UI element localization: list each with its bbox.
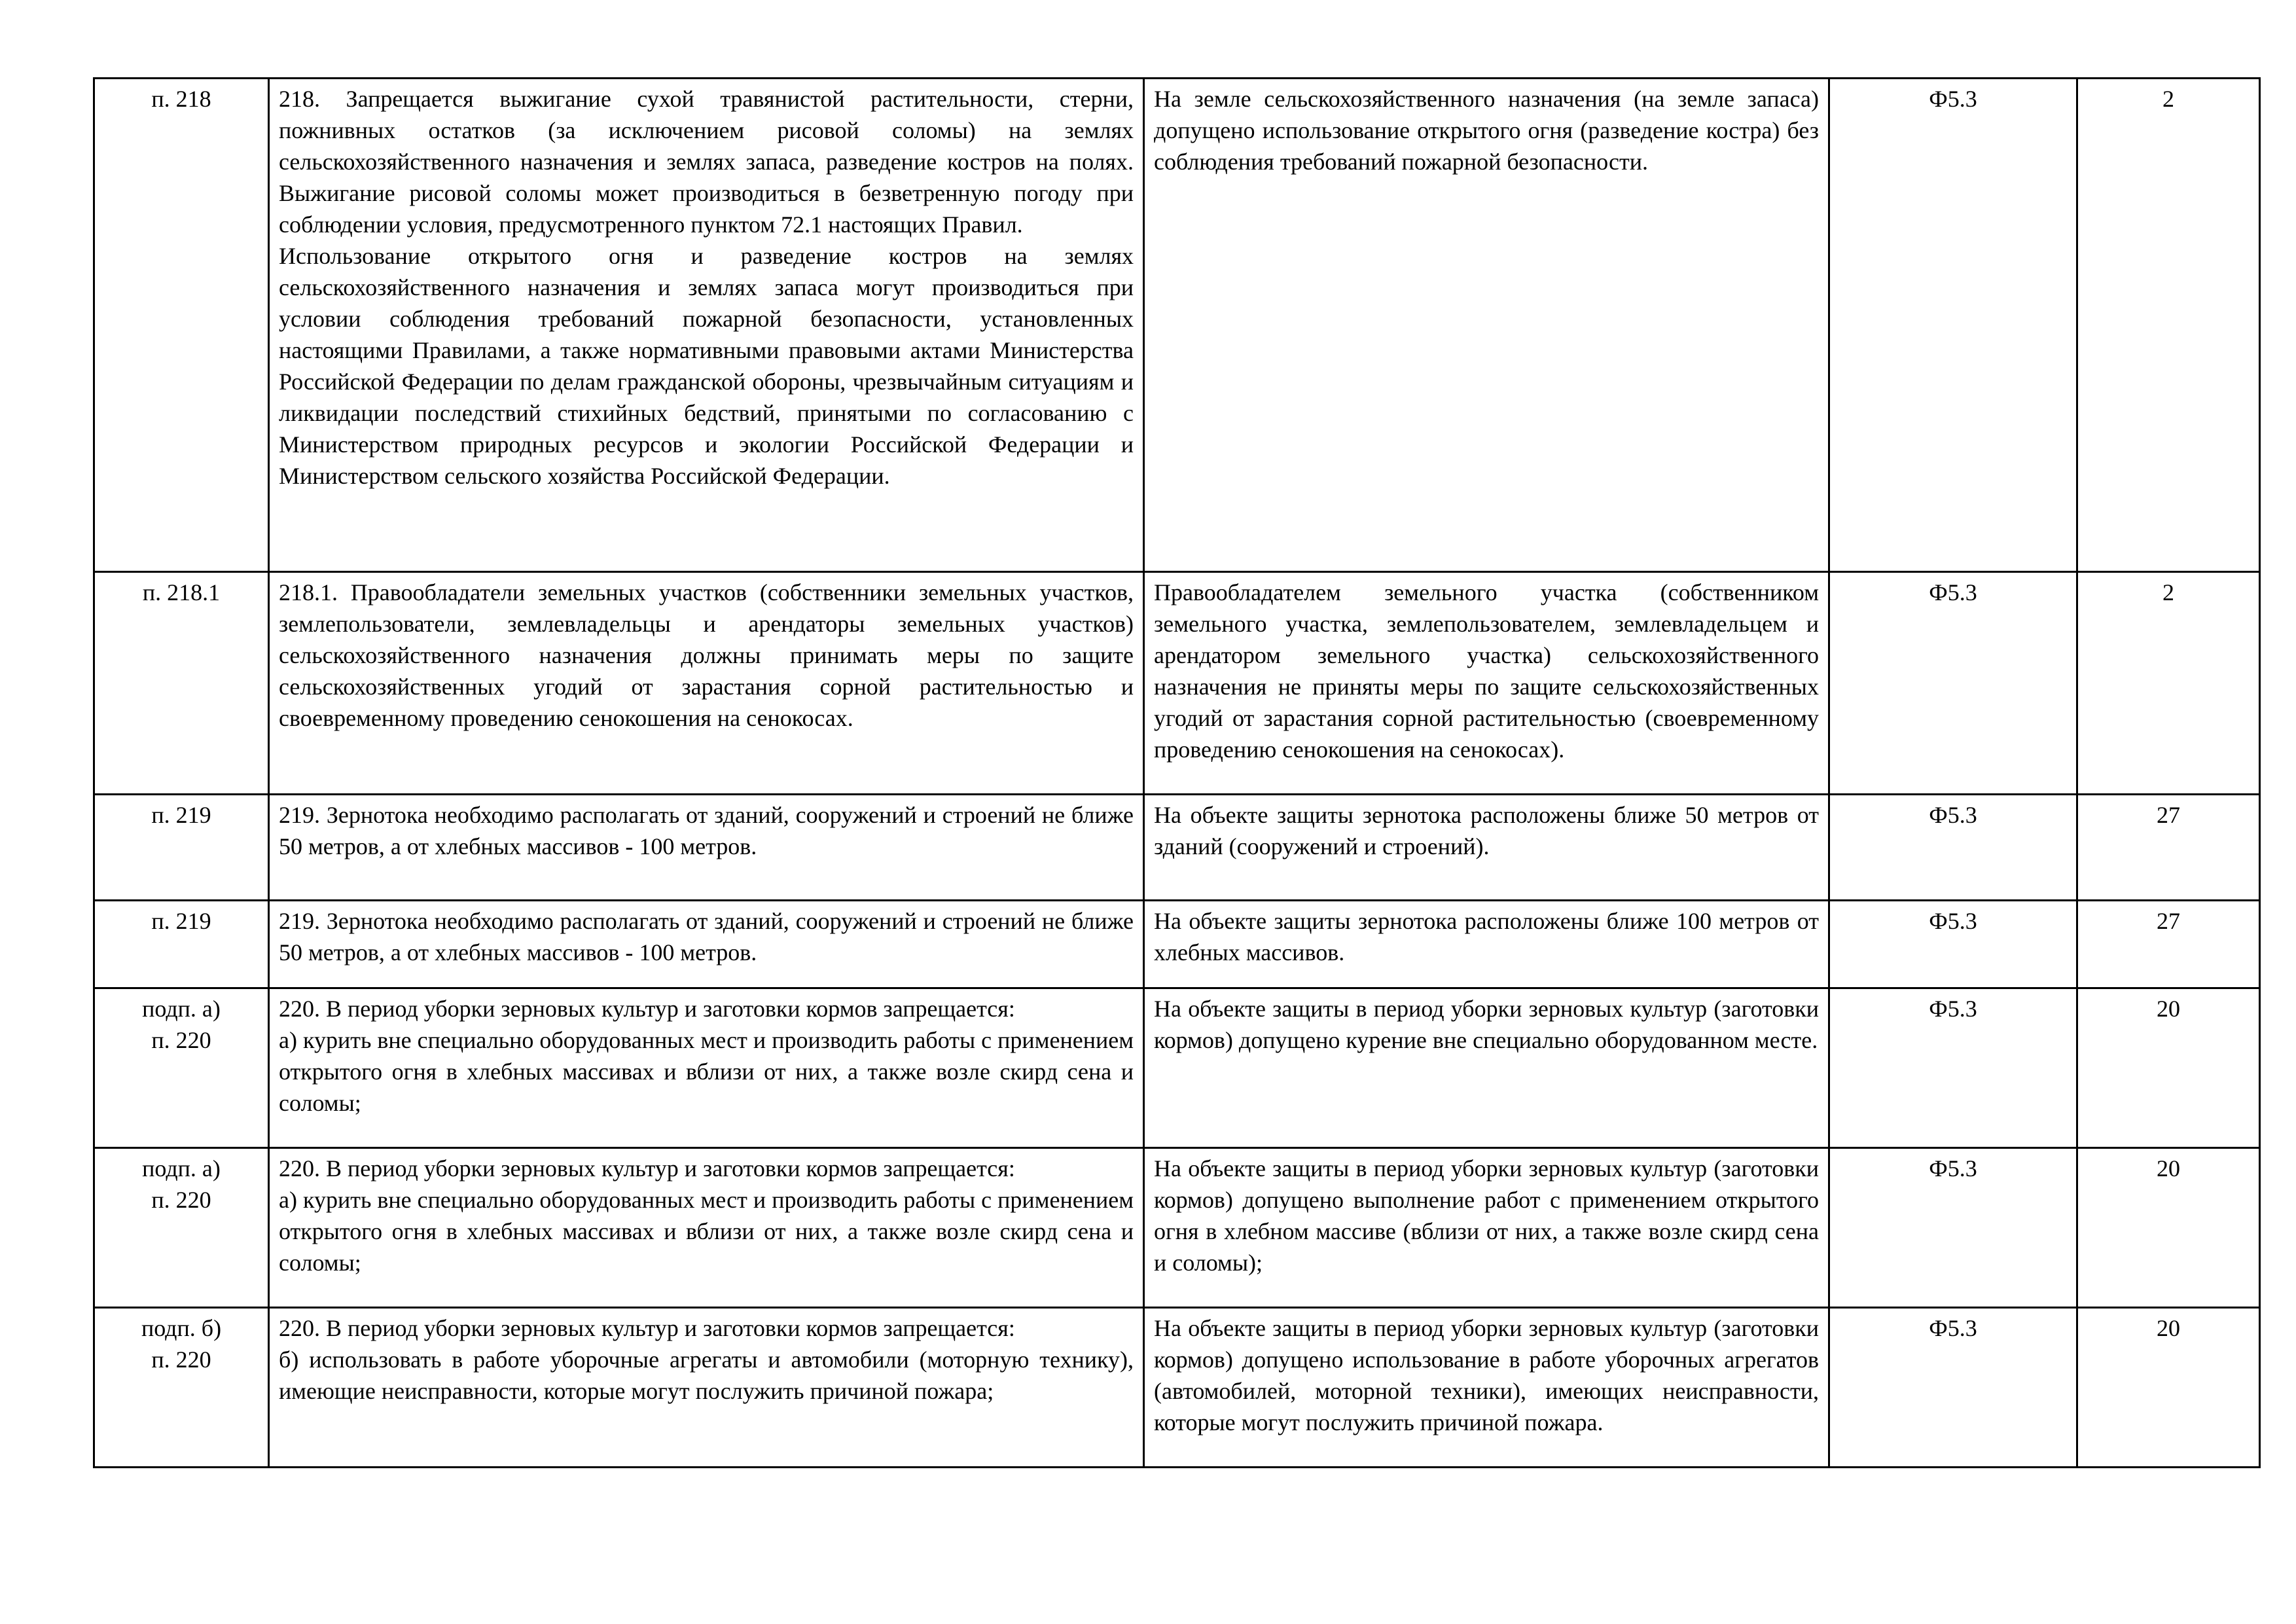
- quantity-value: 2: [2162, 579, 2174, 605]
- form-code: Ф5.3: [1929, 1315, 1977, 1341]
- reference-line: п. 219: [151, 908, 211, 934]
- quantity-value: 27: [2157, 908, 2180, 934]
- requirement-paragraph: 220. В период уборки зерновых культур и заготовки кормов запрещается:: [279, 1155, 1015, 1182]
- reference-line: п. 220: [151, 1346, 211, 1373]
- requirement-paragraph: Использование открытого огня и разведение костров на землях сельскохозяйственного назначения и землях запаса могут производиться при условии соблюдения требований пожарной безопасности, установленных настоящими Правилами, а также нормативными правовыми актами Министерства Российской Федерации по делам гражданской обороны, чрезвычайным ситуациям и ликвидации последствий стихийных бедствий, принятыми по согласованию с Министерством природных ресурсов и экологии Российской Федерации и Министерством сельского хозяйства Российской Федерации.: [279, 243, 1134, 489]
- reference-cell: [94, 1308, 269, 1468]
- requirement-paragraph: 219. Зернотока необходимо располагать от зданий, сооружений и строений не ближе 50 метров, а от хлебных массивов - 100 метров.: [279, 802, 1134, 859]
- table-row: [94, 1148, 2260, 1308]
- regulations-table: [93, 77, 2261, 1468]
- quantity-value: 20: [2157, 996, 2180, 1022]
- quantity-value: 20: [2157, 1155, 2180, 1182]
- quantity-cell: [2077, 901, 2260, 988]
- violation-text: На объекте защиты зернотока расположены ближе 100 метров от хлебных массивов.: [1154, 908, 1819, 965]
- form-code-cell: [1829, 795, 2077, 901]
- violation-cell: [1144, 988, 1829, 1148]
- quantity-value: 2: [2162, 86, 2174, 112]
- reference-cell: [94, 572, 269, 795]
- form-code: Ф5.3: [1929, 579, 1977, 605]
- form-code-cell: [1829, 1148, 2077, 1308]
- violation-cell: [1144, 795, 1829, 901]
- reference-line: п. 220: [151, 1027, 211, 1053]
- reference-line: п. 219: [151, 802, 211, 828]
- reference-cell: [94, 988, 269, 1148]
- table-row: [94, 79, 2260, 572]
- requirement-paragraph: 219. Зернотока необходимо располагать от зданий, сооружений и строений не ближе 50 метров, а от хлебных массивов - 100 метров.: [279, 908, 1134, 965]
- reference-cell: [94, 79, 269, 572]
- reference-line: п. 218: [151, 86, 211, 112]
- requirement-cell: [269, 795, 1144, 901]
- reference-line: п. 220: [151, 1187, 211, 1213]
- form-code-cell: [1829, 1308, 2077, 1468]
- requirement-cell: [269, 1308, 1144, 1468]
- quantity-cell: [2077, 988, 2260, 1148]
- reference-cell: [94, 795, 269, 901]
- table-row: [94, 901, 2260, 988]
- violation-text: Правообладателем земельного участка (собственником земельного участка, землепользователем, землевладельцем и арендатором земельного участка) сельскохозяйственного назначения не приняты меры по защите сельскохозяйственных угодий от зарастания сорной растительностью (своевременному проведению сенокошения на сенокосах).: [1154, 579, 1819, 763]
- table-row: [94, 988, 2260, 1148]
- violation-cell: [1144, 1148, 1829, 1308]
- requirement-paragraph: а) курить вне специально оборудованных мест и производить работы с применением открытого огня в хлебных массивах и вблизи от них, а также возле скирд сена и соломы;: [279, 1027, 1134, 1116]
- violation-text: На объекте защиты в период уборки зерновых культур (заготовки кормов) допущено выполнение работ с применением открытого огня в хлебном массиве (вблизи от них, а также возле скирд сена и соломы);: [1154, 1155, 1819, 1276]
- reference-cell: [94, 901, 269, 988]
- quantity-cell: [2077, 1148, 2260, 1308]
- quantity-cell: [2077, 79, 2260, 572]
- requirement-paragraph: б) использовать в работе уборочные агрегаты и автомобили (моторную технику), имеющие неисправности, которые могут послужить причиной пожара;: [279, 1346, 1134, 1404]
- form-code: Ф5.3: [1929, 86, 1977, 112]
- table-row: [94, 572, 2260, 795]
- table-row: [94, 1308, 2260, 1468]
- reference-cell: [94, 1148, 269, 1308]
- requirement-paragraph: 220. В период уборки зерновых культур и заготовки кормов запрещается:: [279, 996, 1015, 1022]
- requirement-cell: [269, 901, 1144, 988]
- quantity-cell: [2077, 572, 2260, 795]
- form-code: Ф5.3: [1929, 996, 1977, 1022]
- requirement-paragraph: 218. Запрещается выжигание сухой травянистой растительности, стерни, пожнивных остатков (за исключением рисовой соломы) на землях сельскохозяйственного назначения и землях запаса, разведение костров на полях. Выжигание рисовой соломы может производиться в безветренную погоду при соблюдении условия, предусмотренного пунктом 72.1 настоящих Правил.: [279, 86, 1134, 238]
- requirement-cell: [269, 572, 1144, 795]
- quantity-cell: [2077, 1308, 2260, 1468]
- quantity-cell: [2077, 795, 2260, 901]
- reference-line: п. 218.1: [142, 579, 221, 605]
- violation-text: На объекте защиты в период уборки зерновых культур (заготовки кормов) допущено курение вне специально оборудованном месте.: [1154, 996, 1819, 1053]
- requirement-paragraph: 218.1. Правообладатели земельных участков (собственники земельных участков, землепользователи, землевладельцы и арендаторы земельных участков) сельскохозяйственного назначения должны принимать меры по защите сельскохозяйственных угодий от зарастания сорной растительностью и своевременному проведению сенокошения на сенокосах.: [279, 579, 1134, 731]
- form-code: Ф5.3: [1929, 908, 1977, 934]
- reference-line: подп. б): [141, 1315, 222, 1341]
- form-code-cell: [1829, 572, 2077, 795]
- reference-line: подп. а): [142, 996, 221, 1022]
- violation-cell: [1144, 79, 1829, 572]
- reference-line: подп. а): [142, 1155, 221, 1182]
- requirement-cell: [269, 988, 1144, 1148]
- form-code-cell: [1829, 901, 2077, 988]
- form-code: Ф5.3: [1929, 802, 1977, 828]
- form-code-cell: [1829, 988, 2077, 1148]
- violation-cell: [1144, 1308, 1829, 1468]
- violation-text: На объекте защиты в период уборки зерновых культур (заготовки кормов) допущено использование в работе уборочных агрегатов (автомобилей, моторной техники), имеющих неисправности, которые могут послужить причиной пожара.: [1154, 1315, 1819, 1435]
- violation-cell: [1144, 572, 1829, 795]
- requirement-paragraph: 220. В период уборки зерновых культур и заготовки кормов запрещается:: [279, 1315, 1015, 1341]
- requirement-paragraph: а) курить вне специально оборудованных мест и производить работы с применением открытого огня в хлебных массивах и вблизи от них, а также возле скирд сена и соломы;: [279, 1187, 1134, 1276]
- quantity-value: 20: [2157, 1315, 2180, 1341]
- quantity-value: 27: [2157, 802, 2180, 828]
- violation-cell: [1144, 901, 1829, 988]
- form-code-cell: [1829, 79, 2077, 572]
- table-row: [94, 795, 2260, 901]
- violation-text: На земле сельскохозяйственного назначения (на земле запаса) допущено использование открытого огня (разведение костра) без соблюдения требований пожарной безопасности.: [1154, 86, 1819, 175]
- form-code: Ф5.3: [1929, 1155, 1977, 1182]
- requirement-cell: [269, 1148, 1144, 1308]
- violation-text: На объекте защиты зернотока расположены ближе 50 метров от зданий (сооружений и строений).: [1154, 802, 1819, 859]
- requirement-cell: [269, 79, 1144, 572]
